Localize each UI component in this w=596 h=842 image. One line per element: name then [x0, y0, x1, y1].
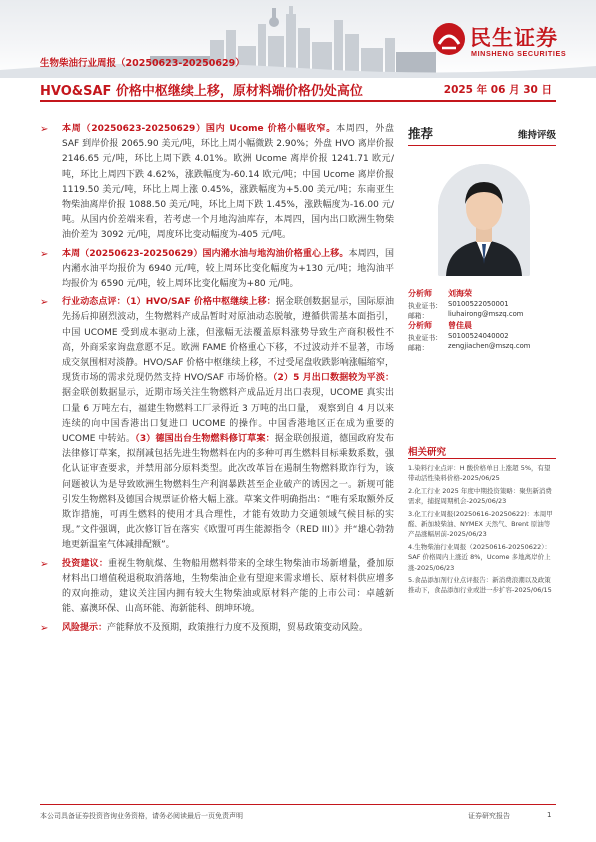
paragraph-lead: 本周（20250623-20250629）国内 Ucome 价格小幅收窄。: [62, 124, 337, 134]
sidebar: [408, 122, 556, 595]
brand-name-en: MINSHENG SECURITIES: [471, 49, 567, 58]
analyst-cert-row: [408, 300, 556, 310]
minsheng-logo-icon: [432, 22, 466, 56]
related-research-heading: 相关研究: [408, 444, 556, 459]
report-title: HVO&SAF 价格中枢继续上移，原材料端价格仍处高位: [40, 84, 363, 99]
analyst-email-link[interactable]: liuhairong@mszq.com: [448, 310, 524, 318]
related-research-link[interactable]: 5.食品添加剂行业点评报告：新消费浪潮以及政策推动下，食品添加行业或进一步扩容-2025/06/15: [408, 576, 552, 595]
related-research: [408, 444, 556, 598]
footer-divider: [40, 804, 556, 805]
footer-disclaimer: 本公司具备证券投资咨询业务资格，请务必阅读最后一页免责声明: [40, 812, 243, 820]
page-number: 1: [547, 811, 552, 819]
cert-number: S0100522050001: [448, 300, 509, 308]
rating-row: [408, 122, 556, 146]
series-title: 生物柴油行业周报（20250623-20250629）: [40, 58, 245, 69]
summary-paragraph: [40, 247, 394, 293]
report-body: [40, 122, 394, 639]
paragraph-text: 据金联创数据显示，近期市场关注生物燃料产成品近月出口表现，UCOME 真实出口量 6 万吨左右，福建生物燃料工厂录得近 3 万吨的出口量， 观察到自 4 月以来连续的向中国香港出口复进口 UCOME 的操作。中国香港地区正在成为重要的 UCOME 中转站。: [62, 388, 394, 445]
related-research-link[interactable]: 4.生物柴油行业周报（20250616-20250622）：SAF 价格周内上涨近 8%，Ucome 多地离岸价上涨-2025/06/23: [408, 542, 551, 572]
analyst-photo: [438, 164, 530, 276]
paragraph-lead: 本周（20250623-20250629）国内潲水油与地沟油价格重心上移。: [62, 248, 349, 259]
bullet-arrow-icon: ➢: [40, 297, 49, 309]
paragraph-text: 据金联创报道，德国政府发布法律修订草案，拟削减包括先进生物燃料在内的多种可再生燃料目标乘数系数，强化认证审查要求，并禁用部分原料类型。此次改革旨在遏制生物燃料欺诈行为，该问题被认为是导致欧洲生物燃料生产利润暴跌甚至企业破产的诱因之一。新规可能引发生物燃料及德国合规票证价格大幅上涨。草案文件明确指出：“唯有采取额外反欺诈措施，可再生燃料的使用才具合理性，才能有效助力交通领域气候目标的实现。”文件强调，此次修订旨在落实《欧盟可再生能源指令（RED III）》并“雄心勃勃地更新温室气体减排配额”。: [62, 434, 394, 551]
paragraph-text: 产能释放不及预期，政策推行力度不及预期，贸易政策变动风险。: [107, 622, 369, 633]
paragraph-text: 重视生物航煤、生物船用燃料带来的全球生物柴油市场新增量，叠加原材料出口增值税退税取消落地，生物柴油企业有望迎来需求增长、原材料供应增多的双向推动，建议关注国内拥有较大生物柴油或原材料产能的上市公司：卓越新能、嘉澳环保、山高环能、海新能科、朗坤环境。: [62, 558, 394, 615]
analyst-email-link[interactable]: zengjiachen@mszq.com: [448, 342, 531, 350]
email-label: 邮箱：: [408, 312, 429, 320]
analyst-role: 分析师: [408, 321, 432, 330]
paragraph-text: 据金联创数据显示，国际原油先扬后抑剧烈波动，生物燃料产成品暂时对原油动态脱敏，遵循供需基本面指引，中国 UCOME 受到成本驱动上涨，但涨幅无法覆盖原料涨势导致生产商积极性不高，外商采家询盘意愿不足。欧洲 FAME 价格重心下移，不过波动并不显著，市场成交氛围相对淡静。HVO/SAF 价格中枢继续上移，不过受尾盘收跌影响涨幅缩窄，现货市场的需求兑现仍然支持 HVO/SAF 市场价格。: [62, 297, 394, 384]
bullet-arrow-icon: ➢: [40, 248, 49, 260]
analyst-cert-row: [408, 332, 556, 342]
paragraph-lead: 风险提示：: [62, 622, 108, 633]
analyst-name: 刘海荣: [448, 289, 472, 298]
analyst-list: [408, 288, 556, 352]
title-divider: [40, 100, 556, 102]
analyst-name-row: [408, 320, 556, 332]
summary-paragraph: [40, 557, 394, 618]
paragraph-highlight: （3）德国出台生物燃料修订草案：: [135, 434, 275, 445]
related-research-link[interactable]: 1.染料行业点评：H 酸价格单日上涨超 5%，有望带动活性染料价格-2025/06/25: [408, 464, 551, 483]
paragraph-text: 本周四，国内潲水油平均报价为 6940 元/吨，较上周环比变化幅度为+130 元/吨；地沟油平均报价为 6590 元/吨，较上周环比变化幅度为+80 元/吨。: [62, 248, 394, 290]
bullet-arrow-icon: ➢: [40, 124, 49, 135]
paragraph-text: 本周四，外盘 SAF 到岸价报 2065.90 美元/吨，环比上周小幅微跌 2.90%；外盘 HVO 离岸价报 2146.65 元/吨，环比上周下跌 4.01%。欧洲 Ucome 离岸价报 1241.71 欧元/吨，环比上周四下跌 4.62%，涨跌幅度为-60.14 欧元/吨；中国 Ucome 离岸价报 1119.50 美元/吨，环比上周上涨 0.45%，涨跌幅度为+5.00 美元/吨；东南亚生物柴油离岸价报 1088.50 美元/吨，环比上周下跌 1.45%，涨跌幅度为-16.00 元/吨。从国内价差端来看，若考虑一个月地沟油库存，本周四，国内出口欧洲生物柴油价差为 3092 元/吨，周度环比变动幅度为-405 元/吨。: [62, 124, 394, 241]
analyst-role: 分析师: [408, 289, 432, 298]
related-research-link[interactable]: 2.化工行业 2025 年度中期投资策略：聚焦新消费需求，捕捉周期机会-2025/06/23: [408, 486, 552, 506]
summary-paragraph: [40, 621, 394, 636]
rating-label: 维持评级: [517, 130, 556, 141]
cert-label: 执业证书：: [408, 302, 442, 310]
summary-paragraph: [40, 122, 394, 244]
email-label: 邮箱：: [408, 344, 429, 352]
analyst-email-row: [408, 310, 556, 320]
analyst-name: 曾佳晨: [448, 321, 472, 330]
analyst-portrait-icon: [438, 164, 530, 276]
analyst-name-row: [408, 288, 556, 300]
paragraph-lead: 行业动态点评：（1）HVO/SAF 价格中枢继续上移：: [62, 297, 276, 308]
paragraph-lead: 投资建议：: [62, 558, 109, 569]
bullet-arrow-icon: ➢: [40, 558, 49, 570]
recommendation-label: 推荐: [408, 126, 434, 141]
analyst-email-row: [408, 342, 556, 352]
cert-number: S0100524040002: [448, 332, 509, 340]
bullet-arrow-icon: ➢: [40, 622, 49, 634]
paragraph-highlight: （2）5 月出口数据较为平淡：: [272, 373, 394, 384]
footer-label: 证券研究报告: [468, 812, 510, 820]
brand-logo: [432, 22, 582, 64]
cert-label: 执业证书：: [408, 334, 442, 342]
report-date: 2025 年 06 月 30 日: [443, 84, 552, 96]
related-research-link[interactable]: 3.化工行业周报(20250616-20250622)：本周甲醛、新加坡柴油、NYMEX 天然气、Brent 原油等产品涨幅居前-2025/06/23: [408, 509, 553, 539]
summary-paragraph: [40, 295, 394, 553]
brand-name-cn: 民生证券: [470, 26, 558, 50]
